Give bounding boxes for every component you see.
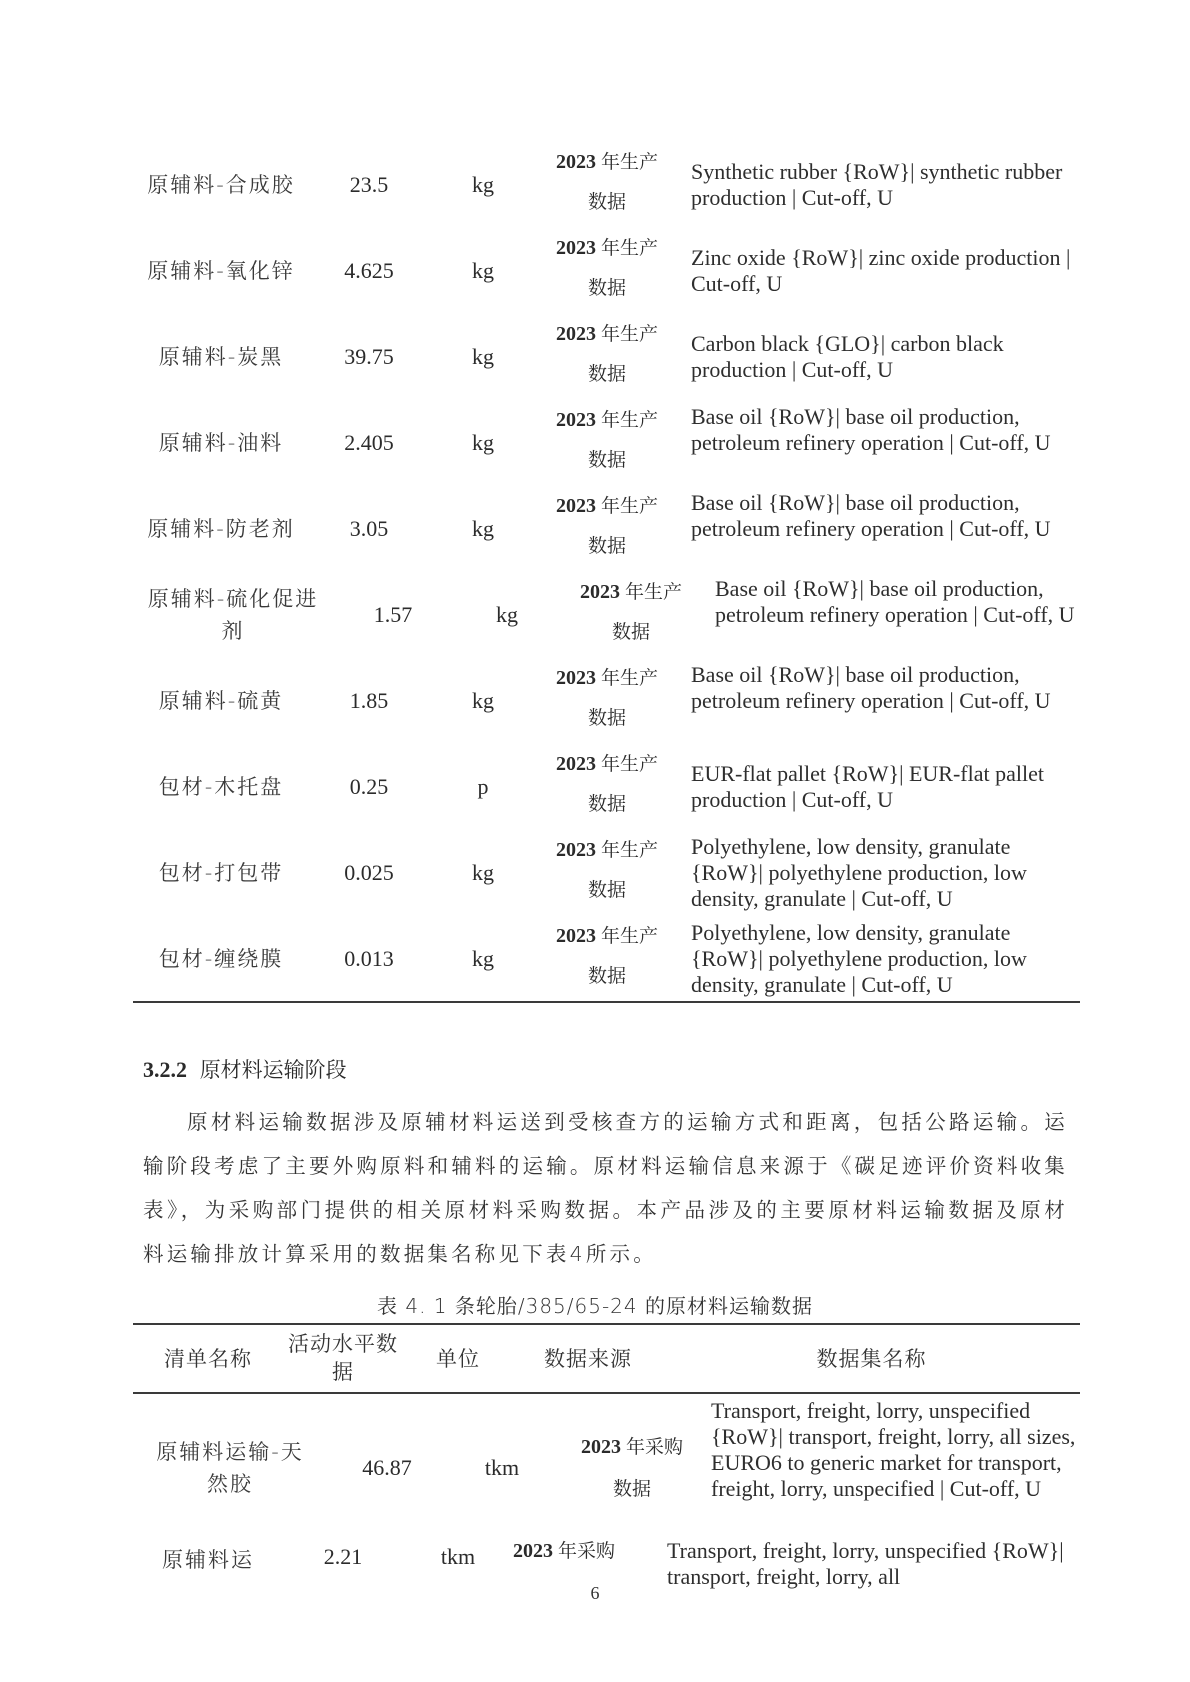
page-number: 6 <box>590 1583 600 1603</box>
dataset-name: Zinc oxide {RoW}| zinc oxide production | Cut-off, U <box>691 245 1071 296</box>
unit: kg <box>472 258 494 283</box>
header-bottom-rule <box>133 1392 1080 1394</box>
table-row <box>133 658 1080 744</box>
item-name: 原辅料-合成胶 <box>147 173 295 197</box>
source-year: 2023 <box>555 409 596 431</box>
unit: tkm <box>484 1455 520 1480</box>
source-text-2: 数据 <box>587 707 626 729</box>
source-text: 年生产 <box>600 925 658 947</box>
item-name: 原辅料-硫化促进剂 <box>147 587 319 643</box>
activity-value: 1.85 <box>349 688 389 713</box>
item-name: 原辅料-氧化锌 <box>147 259 295 283</box>
activity-value: 23.5 <box>349 172 389 197</box>
activity-value: 46.87 <box>362 1455 412 1480</box>
activity-value: 3.05 <box>349 516 389 541</box>
data-source <box>557 1398 707 1538</box>
source-text: 年生产 <box>600 667 658 689</box>
dataset-name: Base oil {RoW}| base oil production, petroleum refinery operation | Cut-off, U <box>691 490 1051 541</box>
unit: p <box>477 774 489 799</box>
source-year: 2023 <box>555 151 596 173</box>
source-text: 年生产 <box>600 839 658 861</box>
source-text: 年生产 <box>600 237 658 259</box>
dataset-name: Transport, freight, lorry, unspecified {RoW}| transport, freight, lorry, all <box>667 1538 1064 1589</box>
data-source <box>537 228 677 314</box>
source-year: 2023 <box>555 839 596 861</box>
source-year: 2023 <box>580 1436 621 1458</box>
table-bottom-rule <box>133 1001 1080 1003</box>
table-header <box>133 1323 1080 1392</box>
item-name: 原辅料-防老剂 <box>147 517 295 541</box>
source-year: 2023 <box>555 237 596 259</box>
item-name: 包材-打包带 <box>158 861 284 885</box>
item-name: 原辅料-硫黄 <box>158 689 284 713</box>
activity-value: 39.75 <box>344 344 394 369</box>
section-heading <box>143 1054 347 1084</box>
source-year: 2023 <box>555 495 596 517</box>
header-dataset: 数据集名称 <box>816 1346 927 1371</box>
source-text-2: 数据 <box>587 965 626 987</box>
dataset-name: EUR-flat pallet {RoW}| EUR-flat pallet production | Cut-off, U <box>691 761 1044 812</box>
dataset-name: Carbon black {GLO}| carbon black production | Cut-off, U <box>691 331 1004 382</box>
header-name: 清单名称 <box>164 1346 252 1371</box>
header-value: 活动水平数据 <box>288 1331 398 1384</box>
table-row <box>133 400 1080 486</box>
source-year: 2023 <box>555 323 596 345</box>
source-year: 2023 <box>555 667 596 689</box>
source-year: 2023 <box>555 753 596 775</box>
source-text-2: 数据 <box>587 363 626 385</box>
data-source <box>561 572 701 658</box>
dataset-name: Polyethylene, low density, granulate {RoW}| polyethylene production, low density, granulate | Cut-off, U <box>691 920 1027 997</box>
table-4 <box>133 1323 1080 1598</box>
item-name: 原辅料运 <box>162 1548 254 1572</box>
dataset-name: Synthetic rubber {RoW}| synthetic rubber production | Cut-off, U <box>691 159 1063 210</box>
activity-value: 2.405 <box>344 430 394 455</box>
item-name: 原辅料运输-天然胶 <box>156 1440 304 1496</box>
source-text: 年生产 <box>600 753 658 775</box>
unit: tkm <box>440 1544 476 1569</box>
dataset-name: Base oil {RoW}| base oil production, petroleum refinery operation | Cut-off, U <box>715 576 1075 627</box>
source-text: 年采购 <box>558 1540 616 1562</box>
item-name: 包材-木托盘 <box>158 775 284 799</box>
table-row <box>133 744 1080 830</box>
source-text-2: 数据 <box>587 879 626 901</box>
dataset-name: Base oil {RoW}| base oil production, petroleum refinery operation | Cut-off, U <box>691 662 1051 713</box>
unit: kg <box>472 516 494 541</box>
table-row <box>133 830 1080 916</box>
dataset-name: Transport, freight, lorry, unspecified {RoW}| transport, freight, lorry, all sizes, EURO6 to generic market for transport, freight, lorry, unspecified | Cut-off, U <box>711 1398 1076 1501</box>
unit: kg <box>472 344 494 369</box>
data-source <box>537 744 677 830</box>
item-name: 包材-缠绕膜 <box>158 947 284 971</box>
header-unit: 单位 <box>436 1346 480 1371</box>
data-source <box>537 314 677 400</box>
unit: kg <box>496 602 518 627</box>
table-3-continued <box>133 142 1080 1002</box>
source-text-2: 数据 <box>612 1478 651 1500</box>
table-row <box>133 1398 1080 1538</box>
source-text: 年生产 <box>600 495 658 517</box>
data-source <box>537 486 677 572</box>
activity-value: 4.625 <box>344 258 394 283</box>
source-text: 年生产 <box>600 409 658 431</box>
unit: kg <box>472 688 494 713</box>
source-text-2: 数据 <box>611 621 650 643</box>
source-text-2: 数据 <box>587 277 626 299</box>
dataset-name: Base oil {RoW}| base oil production, petroleum refinery operation | Cut-off, U <box>691 404 1051 455</box>
source-text-2: 数据 <box>587 793 626 815</box>
data-source <box>537 400 677 486</box>
section-number: 3.2.2 <box>143 1057 187 1082</box>
source-year: 2023 <box>579 581 620 603</box>
data-source <box>537 142 677 228</box>
table-row <box>133 314 1080 400</box>
unit: kg <box>472 860 494 885</box>
activity-value: 1.57 <box>373 602 413 627</box>
source-text-2: 数据 <box>587 535 626 557</box>
data-source <box>537 658 677 744</box>
source-text-2: 数据 <box>587 449 626 471</box>
activity-value: 0.25 <box>349 774 389 799</box>
source-year: 2023 <box>513 1540 553 1562</box>
source-text: 年生产 <box>600 323 658 345</box>
section-title: 原材料运输阶段 <box>199 1058 347 1082</box>
table-row <box>133 572 1080 658</box>
source-text: 年采购 <box>625 1436 683 1458</box>
table-row <box>133 486 1080 572</box>
dataset-name: Polyethylene, low density, granulate {RoW}| polyethylene production, low density, granulate | Cut-off, U <box>691 834 1027 911</box>
table-row <box>133 142 1080 228</box>
activity-value: 0.025 <box>344 860 394 885</box>
unit: kg <box>472 430 494 455</box>
source-year: 2023 <box>555 925 596 947</box>
header-source: 数据来源 <box>544 1346 632 1371</box>
section-paragraph: 原材料运输数据涉及原辅材料运送到受核查方的运输方式和距离，包括公路运输。运输阶段考虑了主要外购原料和辅料的运输。原材料运输信息来源于《碳足迹评价资料收集表》，为采购部门提供的相关原材料采购数据。本产品涉及的主要原材料运输数据及原材料运输排放计算采用的数据集名称见下表4所示。 <box>143 1110 1068 1266</box>
unit: kg <box>472 172 494 197</box>
activity-value: 2.21 <box>323 1544 363 1569</box>
table-caption: 表 4. 1 条轮胎/385/65-24 的原材料运输数据 <box>376 1294 813 1318</box>
unit: kg <box>472 946 494 971</box>
table-row <box>133 916 1080 1002</box>
item-name: 原辅料-油料 <box>158 431 284 455</box>
table-row <box>133 228 1080 314</box>
source-text: 年生产 <box>624 581 682 603</box>
item-name: 原辅料-炭黑 <box>158 345 284 369</box>
data-source <box>537 916 677 1002</box>
source-text: 年生产 <box>600 151 658 173</box>
source-text-2: 数据 <box>587 191 626 213</box>
data-source <box>537 830 677 916</box>
activity-value: 0.013 <box>344 946 394 971</box>
